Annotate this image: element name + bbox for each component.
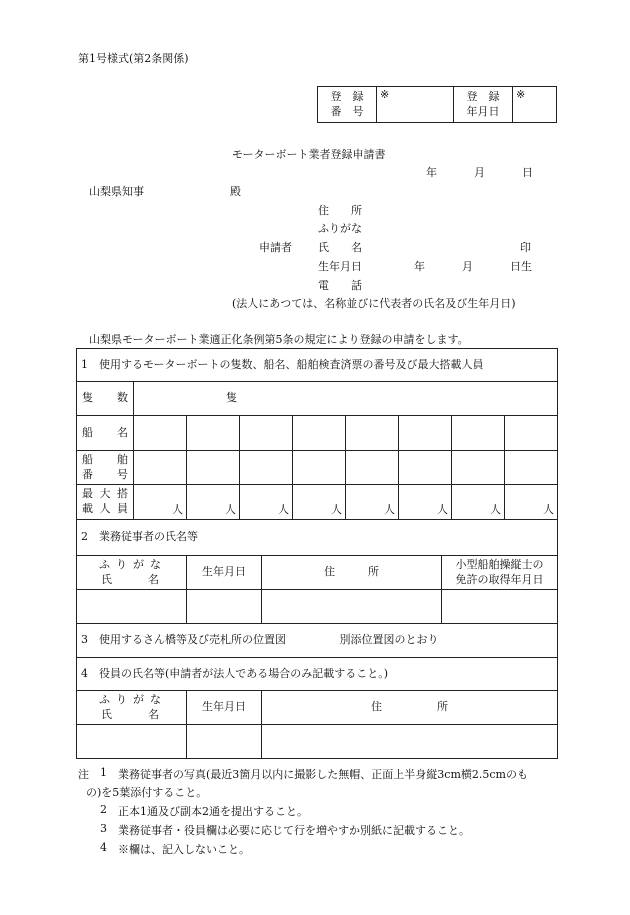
- staff-address-field[interactable]: [262, 590, 442, 624]
- section4-heading: 4 役員の氏名等(申請者が法人である場合のみ記載すること。): [77, 658, 558, 691]
- capacity-cell[interactable]: 人: [134, 485, 187, 520]
- boat-count-field[interactable]: 隻: [134, 382, 558, 416]
- corporation-note: (法人にあつては、名称並びに代表者の氏名及び生年月日): [232, 297, 516, 310]
- boat-number-cell[interactable]: [293, 451, 346, 485]
- staff-birth-header: 生年月日: [187, 556, 262, 590]
- officer-name-field[interactable]: [77, 725, 187, 759]
- boat-name-cell[interactable]: [505, 416, 558, 451]
- staff-birth-field[interactable]: [187, 590, 262, 624]
- boat-name-cell[interactable]: [240, 416, 293, 451]
- boat-name-cell[interactable]: [134, 416, 187, 451]
- capacity-cell[interactable]: 人: [240, 485, 293, 520]
- section3-value: 別添位置図のとおり: [332, 624, 558, 658]
- staff-license-header: 小型船舶操縦士の 免許の取得年月日: [442, 556, 558, 590]
- capacity-cell[interactable]: 人: [346, 485, 399, 520]
- reg-number-value[interactable]: ※: [377, 87, 454, 123]
- boat-number-label: 船 舶 番 号: [77, 451, 134, 485]
- officer-address-header: 住 所: [262, 691, 558, 725]
- capacity-cell[interactable]: 人: [187, 485, 240, 520]
- reg-date-value[interactable]: ※: [513, 87, 557, 123]
- page: 第1号様式(第2条関係) 登 録 番 号 ※ 登 録 年月日 ※ モーターボート業者登録申請書 年 月 日 山梨県知事 殿 住 所 ふりがな 申請者 氏 名 印 生年月日 年 月 日生 電 話 (法人にあつては、名称並びに代表者の氏名及び生年月日) 山梨県モーターボート業適正化条例第5条の規定により登録の申請をします。 1 使用するモーターボートの隻数、船名、船舶検査済票の番号及び最大搭載人員 隻 数 隻 船 名 船 舶 番 号 最大搭 載人員 人 人 人 人 人 人 人 人 2 業務従事者の氏名等 ふりがな 氏 名 生年月日 住 所 小型船舶操縦士の 免許の取得年月日 3 使用するさん橋等及び売札所の位置図 別添位置図のとおり 4 役員の氏名等(申請者が法人である場合のみ記載すること。) ふりがな 氏 名 生年月日 住 所 注 1 業務従事者の写真(最近3箇月以内に撮影した無帽、正面上半身縦3cm横2.5cmのも の)を5葉添付すること。 2 正本1通及び副本2通を提出すること。 3 業務従事者・役員欄は必要に応じて行を増やすか別紙に記載すること。 4 ※欄は、記入しないこと。: [0, 0, 630, 915]
- boat-name-cell[interactable]: [399, 416, 452, 451]
- reg-number-label-cell: 登 録 番 号: [318, 87, 377, 123]
- staff-name-header: ふりがな 氏 名: [77, 556, 187, 590]
- application-statement: 山梨県モーターボート業適正化条例第5条の規定により登録の申請をします。: [89, 333, 469, 346]
- main-table: [76, 348, 558, 556]
- capacity-cell[interactable]: 人: [505, 485, 558, 520]
- boat-number-cell[interactable]: [187, 451, 240, 485]
- section1-heading: 1 使用するモーターボートの隻数、船名、船舶検査済票の番号及び最大搭載人員: [77, 349, 558, 382]
- officer-table: [76, 690, 558, 759]
- officer-birth-header: 生年月日: [187, 691, 262, 725]
- registration-box: [317, 86, 557, 123]
- capacity-cell[interactable]: 人: [452, 485, 505, 520]
- staff-name-field[interactable]: [77, 590, 187, 624]
- boat-count-label: 隻 数: [77, 382, 134, 416]
- boat-name-label: 船 名: [77, 416, 134, 451]
- staff-address-header: 住 所: [262, 556, 442, 590]
- document-title: モーターボート業者登録申請書: [232, 148, 386, 161]
- boat-number-cell[interactable]: [346, 451, 399, 485]
- officer-name-header: ふりがな 氏 名: [77, 691, 187, 725]
- section3-heading: 3 使用するさん橋等及び売札所の位置図: [77, 624, 332, 658]
- staff-license-field[interactable]: [442, 590, 558, 624]
- capacity-label: 最大搭 載人員: [77, 485, 134, 520]
- boat-name-cell[interactable]: [187, 416, 240, 451]
- boat-number-cell[interactable]: [134, 451, 187, 485]
- staff-table: [76, 555, 558, 624]
- officer-address-field[interactable]: [262, 725, 558, 759]
- section2-heading: 2 業務従事者の氏名等: [77, 520, 558, 556]
- seal-mark: 印: [520, 241, 531, 254]
- location-table: [76, 623, 558, 691]
- boat-name-cell[interactable]: [452, 416, 505, 451]
- officer-birth-field[interactable]: [187, 725, 262, 759]
- boat-number-cell[interactable]: [399, 451, 452, 485]
- reg-date-label-cell: 登 録 年月日: [454, 87, 513, 123]
- boat-number-cell[interactable]: [240, 451, 293, 485]
- boat-number-cell[interactable]: [452, 451, 505, 485]
- capacity-cell[interactable]: 人: [399, 485, 452, 520]
- boat-number-cell[interactable]: [505, 451, 558, 485]
- boat-name-cell[interactable]: [346, 416, 399, 451]
- boat-name-cell[interactable]: [293, 416, 346, 451]
- capacity-cell[interactable]: 人: [293, 485, 346, 520]
- form-number: 第1号様式(第2条関係): [78, 52, 189, 65]
